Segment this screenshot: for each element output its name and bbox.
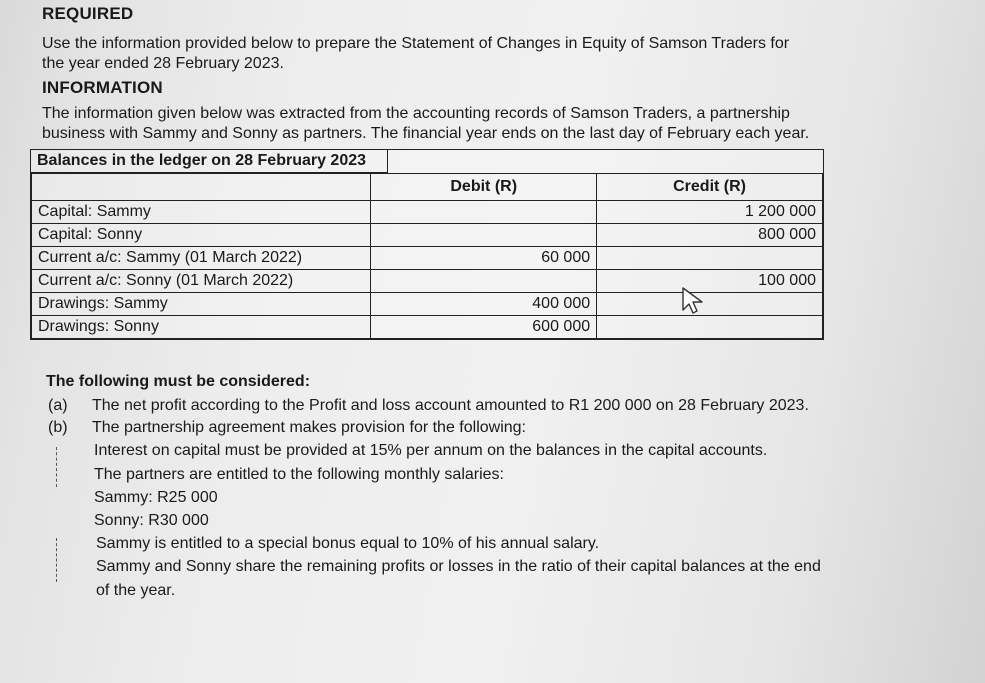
margin-dash-mark xyxy=(56,447,58,487)
row-credit: 100 000 xyxy=(597,270,823,293)
provision-line: Interest on capital must be provided at 15% per annum on the balances in the capital accounts. xyxy=(94,442,768,459)
information-line-1: The information given below was extracted from the accounting records of Samson Traders, a partnership xyxy=(42,105,790,122)
row-label: Current a/c: Sonny (01 March 2022) xyxy=(32,270,371,293)
margin-dash-mark xyxy=(56,538,58,582)
row-debit xyxy=(371,201,597,224)
required-line-2: the year ended 28 February 2023. xyxy=(42,55,284,72)
ledger-header-account xyxy=(32,174,371,201)
row-label: Current a/c: Sammy (01 March 2022) xyxy=(32,247,371,270)
table-row xyxy=(32,316,823,339)
required-heading: REQUIRED xyxy=(42,4,134,23)
considerations-title: The following must be considered: xyxy=(46,373,311,390)
provision-line: Sonny: R30 000 xyxy=(94,512,209,529)
table-row xyxy=(32,247,823,270)
ledger-header-debit: Debit (R) xyxy=(371,174,597,201)
provision-line: Sammy is entitled to a special bonus equal to 10% of his annual salary. xyxy=(96,535,600,552)
item-b-marker: (b) xyxy=(48,419,68,436)
ledger-header-credit: Credit (R) xyxy=(597,174,823,201)
row-debit: 60 000 xyxy=(371,247,597,270)
row-label: Drawings: Sonny xyxy=(32,316,371,339)
row-label: Capital: Sammy xyxy=(32,201,371,224)
required-line-1: Use the information provided below to prepare the Statement of Changes in Equity of Samson Traders for xyxy=(42,35,790,52)
row-credit xyxy=(597,247,823,270)
mouse-pointer-icon xyxy=(680,286,706,316)
item-a-text: The net profit according to the Profit and loss account amounted to R1 200 000 on 28 February 2023. xyxy=(92,397,809,414)
row-credit: 1 200 000 xyxy=(597,201,823,224)
ledger-title: Balances in the ledger on 28 February 2023 xyxy=(31,150,388,173)
row-debit xyxy=(371,224,597,247)
information-text xyxy=(42,104,822,144)
row-credit: 800 000 xyxy=(597,224,823,247)
required-text xyxy=(42,34,822,74)
row-debit: 400 000 xyxy=(371,293,597,316)
provision-line: The partners are entitled to the following monthly salaries: xyxy=(94,466,504,483)
table-row xyxy=(32,201,823,224)
row-debit: 600 000 xyxy=(371,316,597,339)
row-credit xyxy=(597,316,823,339)
ledger-header-row xyxy=(32,174,823,201)
table-row xyxy=(32,224,823,247)
item-b-text: The partnership agreement makes provision for the following: xyxy=(92,419,526,436)
information-line-2: business with Sammy and Sonny as partners. The financial year ends on the last day of February each year. xyxy=(42,125,810,142)
provision-line: Sammy and Sonny share the remaining profits or losses in the ratio of their capital balances at the end xyxy=(96,558,821,575)
information-heading: INFORMATION xyxy=(42,78,163,97)
row-label: Drawings: Sammy xyxy=(32,293,371,316)
row-label: Capital: Sonny xyxy=(32,224,371,247)
provision-line: of the year. xyxy=(96,582,176,599)
row-debit xyxy=(371,270,597,293)
item-a-marker: (a) xyxy=(48,397,68,414)
row-credit xyxy=(597,293,823,316)
provision-line: Sammy: R25 000 xyxy=(94,489,218,506)
